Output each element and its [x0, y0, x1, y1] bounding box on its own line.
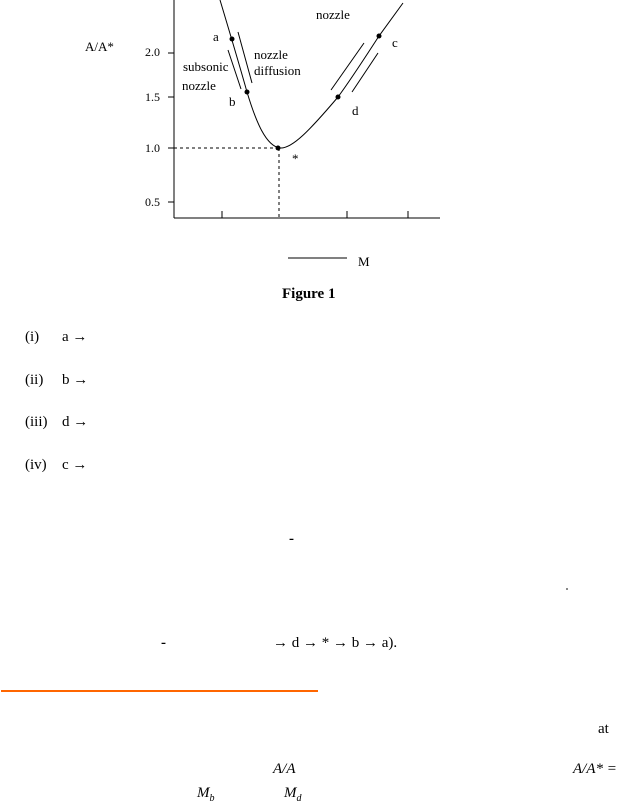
y-tick: 0.5 — [145, 195, 160, 209]
list-num: (iii) — [25, 414, 48, 430]
label-a: a — [213, 29, 219, 44]
label-nozzle-top: nozzle — [316, 7, 350, 22]
list-num: (i) — [25, 329, 40, 345]
mach-d — [284, 786, 302, 803]
label-subsonic-nozzle: nozzle — [182, 78, 216, 93]
at-text: at — [598, 721, 609, 737]
dash-fragment: - — [289, 531, 294, 547]
point-star — [276, 146, 281, 151]
list-text: d → — [62, 414, 89, 430]
sequence-text: → d → * → b → a). — [273, 635, 398, 651]
label-star: * — [292, 151, 299, 166]
mach-d-symbol: M — [284, 785, 297, 801]
x-axis-label: M — [358, 254, 370, 269]
label-b: b — [229, 94, 236, 109]
area-ratio: A/A — [273, 761, 296, 777]
point-b — [245, 90, 250, 95]
label-nozzle-diffusion: diffusion — [254, 63, 301, 78]
y-tick: 1.5 — [145, 90, 160, 104]
label-c: c — [392, 35, 398, 50]
list-text: b → — [62, 372, 89, 388]
list-text: a → — [62, 329, 88, 345]
point-d — [336, 95, 341, 100]
label-subsonic-nozzle: subsonic — [183, 59, 229, 74]
list-num: (ii) — [25, 372, 44, 388]
point-c — [377, 34, 382, 39]
mach-b — [197, 786, 215, 803]
mach-b-subscript: b — [209, 793, 215, 803]
mach-b-symbol: M — [197, 785, 210, 801]
label-d: d — [352, 103, 359, 118]
area-ratio-eq: A/A* = — [573, 761, 617, 777]
label-nozzle-diffusion: nozzle — [254, 47, 288, 62]
y-tick: 1.0 — [145, 141, 160, 155]
y-tick: 2.0 — [145, 45, 160, 59]
figure-caption: Figure 1 — [282, 286, 336, 302]
mach-d-subscript: d — [296, 793, 302, 803]
list-text: c → — [62, 457, 88, 473]
point-a — [230, 37, 235, 42]
dash-fragment: - — [161, 635, 166, 651]
list-num: (iv) — [25, 457, 47, 473]
dot — [566, 588, 568, 590]
y-axis-label: A/A* — [85, 39, 114, 54]
area-mach-curve — [220, 0, 403, 148]
